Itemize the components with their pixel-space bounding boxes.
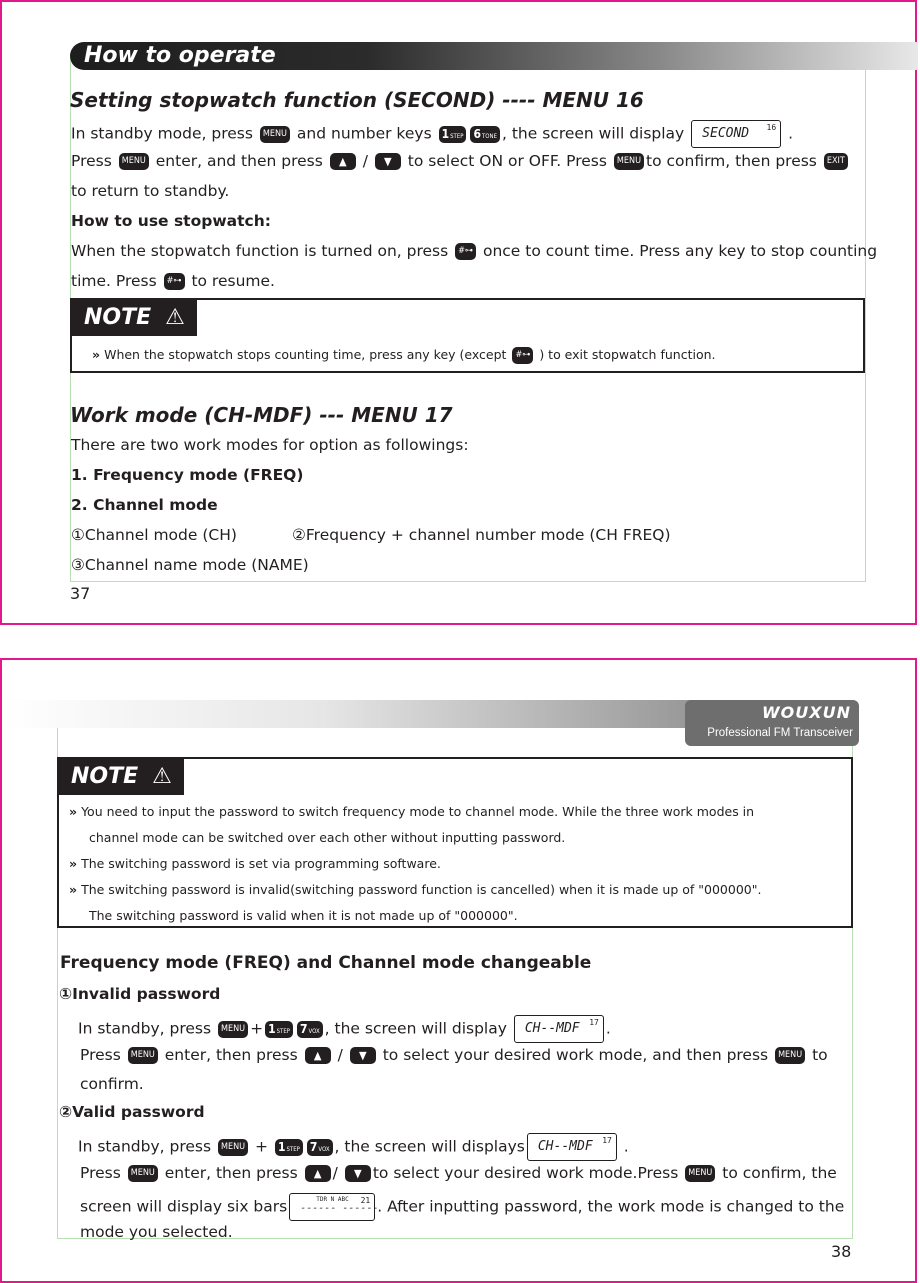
text-line: There are two work modes for option as followings:	[71, 436, 469, 454]
hash-key-icon: #⊶	[164, 273, 185, 290]
workmode-title: Work mode (CH-MDF) --- MENU 17	[70, 403, 453, 427]
invalid-password-title: ①Invalid password	[59, 985, 221, 1003]
down-arrow-key-icon: ▼	[345, 1165, 371, 1182]
note-box	[70, 298, 865, 373]
note-box	[57, 757, 853, 928]
wouxun-logo: WOUXUN	[762, 703, 851, 722]
menu-key-icon: MENU	[775, 1047, 805, 1064]
down-arrow-key-icon: ▼	[375, 153, 401, 170]
freq-channel-title: Frequency mode (FREQ) and Channel mode changeable	[60, 953, 592, 973]
page-number: 37	[70, 584, 91, 603]
text-line: Press MENU enter, and then press ▲ / ▼ to select ON or OFF. Press MENU to confirm, then press EXIT	[71, 151, 850, 171]
menu-key-icon: MENU	[614, 153, 644, 170]
stopwatch-title: Setting stopwatch function (SECOND) ---- MENU 16	[70, 88, 644, 112]
page-38	[0, 658, 917, 1283]
lcd-bars-display: ------ ------ 21 TDR N ABC	[289, 1193, 375, 1221]
lcd-second-display: SECOND 16	[691, 120, 781, 148]
list-item: 2. Channel mode	[71, 496, 218, 514]
section-header: How to operate	[84, 43, 276, 68]
warning-icon: ⚠	[152, 764, 172, 789]
chevron-right-icon: »	[69, 882, 78, 897]
up-arrow-key-icon: ▲	[330, 153, 356, 170]
brand-tagline: Professional FM Transceiver	[707, 727, 853, 739]
note-text: » When the stopwatch stops counting time, press any key (except #⊶ ) to exit stopwatch function.	[92, 347, 716, 362]
text-line: to return to standby.	[71, 182, 230, 200]
chevron-right-icon: »	[69, 804, 78, 819]
menu-key-icon: MENU	[128, 1047, 158, 1064]
note-text: » The switching password is invalid(switching password function is cancelled) when it is made up of "000000".	[69, 882, 762, 897]
text-line: When the stopwatch function is turned on, press #⊶ once to count time. Press any key to stop counting	[71, 242, 878, 260]
menu-key-icon: MENU	[685, 1165, 715, 1182]
list-item: ②Frequency + channel number mode (CH FREQ)	[292, 526, 671, 544]
lcd-chmdf-display: CH--MDF 17	[514, 1015, 604, 1043]
menu-key-icon: MENU	[218, 1021, 248, 1038]
down-arrow-key-icon: ▼	[350, 1047, 376, 1064]
menu-key-icon: MENU	[128, 1165, 158, 1182]
chevron-right-icon: »	[92, 347, 101, 362]
text-line: confirm.	[80, 1075, 144, 1093]
header-bar	[2, 700, 802, 728]
list-item: ③Channel name mode (NAME)	[71, 556, 309, 574]
page-number: 38	[831, 1242, 852, 1261]
menu-key-icon: MENU	[260, 126, 290, 143]
key-1-icon: 1STEP	[265, 1021, 293, 1038]
note-text: » The switching password is set via programming software.	[69, 856, 441, 871]
menu-key-icon: MENU	[218, 1139, 248, 1156]
menu-key-icon: MENU	[119, 153, 149, 170]
key-1-icon: 1STEP	[275, 1139, 303, 1156]
exit-key-icon: EXIT	[824, 153, 848, 170]
text-line: In standby, press MENU + 1STEP 7VOX , the screen will displays CH--MDF 17 .	[78, 1133, 629, 1161]
text-line: Press MENU enter, then press ▲ / ▼ to select your desired work mode, and then press MENU to	[80, 1046, 828, 1064]
note-text: » You need to input the password to switch frequency mode to channel mode. While the three work modes in	[69, 804, 755, 819]
text-line: time. Press #⊶ to resume.	[71, 272, 275, 290]
note-text: channel mode can be switched over each other without inputting password.	[89, 830, 566, 845]
text-line: screen will display six bars ------ ------ 21 TDR N ABC . After inputting password, the work mode is changed to the	[80, 1193, 844, 1221]
valid-password-title: ②Valid password	[59, 1103, 205, 1121]
text-line: mode you selected.	[80, 1223, 233, 1241]
text-line: Press MENU enter, then press ▲ / ▼ to select your desired work mode.Press MENU to confirm, the	[80, 1164, 837, 1182]
howto-title: How to use stopwatch:	[71, 212, 271, 230]
key-6-icon: 6TONE	[470, 126, 500, 143]
note-tag: NOTE ⚠	[72, 300, 197, 336]
hash-key-icon: #⊶	[512, 347, 533, 364]
key-7-icon: 7VOX	[297, 1021, 323, 1038]
text-line: In standby, press MENU + 1STEP 7VOX , the screen will display CH--MDF 17 .	[78, 1015, 611, 1043]
key-1-icon: 1STEP	[439, 126, 467, 143]
list-item: 1. Frequency mode (FREQ)	[71, 466, 304, 484]
note-tag: NOTE ⚠	[59, 759, 184, 795]
key-7-icon: 7VOX	[307, 1139, 333, 1156]
up-arrow-key-icon: ▲	[305, 1165, 331, 1182]
brand-logo	[685, 700, 859, 746]
chevron-right-icon: »	[69, 856, 78, 871]
page-37	[0, 0, 917, 625]
warning-icon: ⚠	[165, 305, 185, 330]
hash-key-icon: #⊶	[455, 243, 476, 260]
list-item: ①Channel mode (CH)	[71, 526, 237, 544]
text-line: In standby mode, press MENU and number keys 1STEP 6TONE , the screen will display SECOND 16 .	[71, 120, 793, 148]
lcd-chmdf-display: CH--MDF 17	[527, 1133, 617, 1161]
up-arrow-key-icon: ▲	[305, 1047, 331, 1064]
note-text: The switching password is valid when it is not made up of "000000".	[89, 908, 518, 923]
